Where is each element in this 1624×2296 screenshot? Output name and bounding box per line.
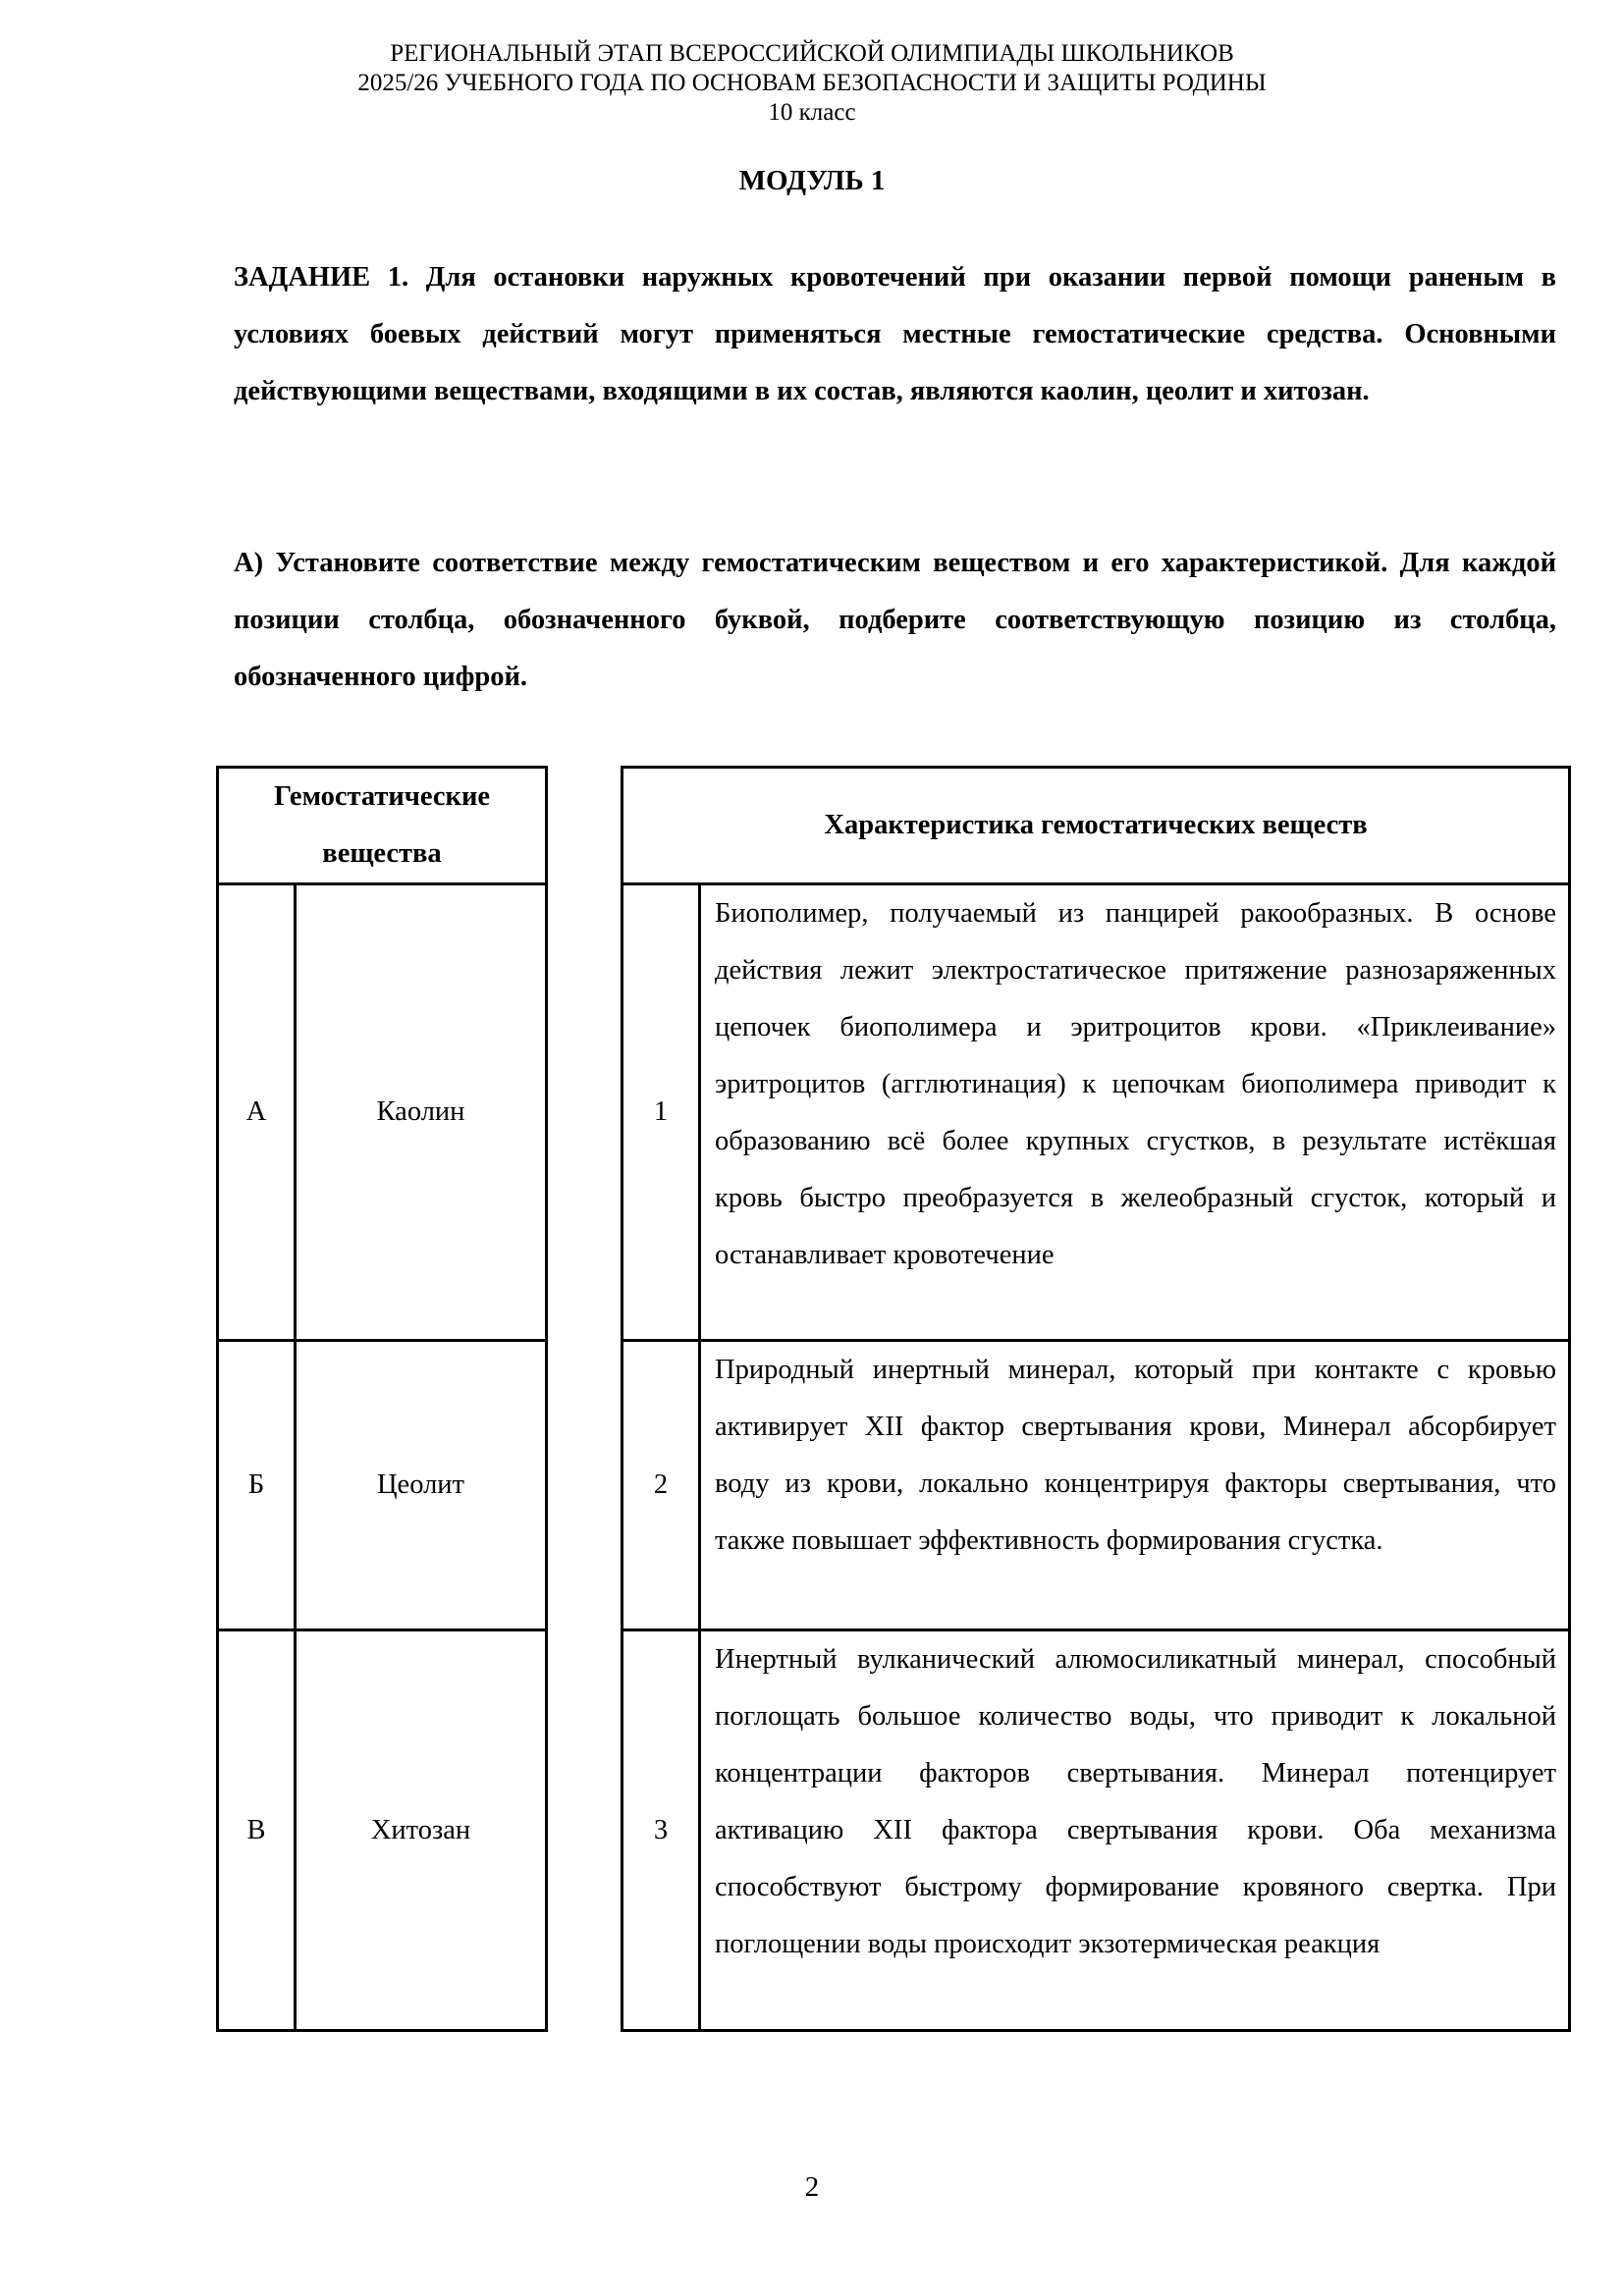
characteristic-text: Биополимер, получаемый из панцирей ракообразных. В основе действия лежит электростатическое притяжение разнозаряженных цепочек биополимера и эритроцитов крови. «Приклеивание» эритроцитов (агглютинация) к цепочкам биополимера приводит к образованию всё более крупных сгустков, в результате истёкшая кровь быстро преобразуется в желеобразный сгусток, который и останавливает кровотечение — [700, 884, 1570, 1341]
row-number: 1 — [623, 884, 700, 1341]
substance-name: Хитозан — [296, 1630, 547, 2031]
table-row — [218, 1341, 547, 1630]
row-letter: А — [218, 884, 296, 1341]
table-row — [218, 1630, 547, 2031]
left-table-header: Гемостатические вещества — [218, 768, 547, 884]
table-row — [623, 1630, 1570, 2031]
row-number: 3 — [623, 1630, 700, 2031]
document-header — [0, 39, 1624, 128]
module-title: МОДУЛЬ 1 — [738, 165, 886, 196]
hemostatic-substances-table — [216, 766, 548, 2032]
substance-name: Каолин — [296, 884, 547, 1341]
row-letter: Б — [218, 1341, 296, 1630]
right-table-header: Характеристика гемостатических веществ — [623, 768, 1570, 884]
substance-name: Цеолит — [296, 1341, 547, 1630]
page-number: 2 — [804, 2171, 820, 2203]
characteristics-table — [621, 766, 1571, 2032]
characteristic-text: Природный инертный минерал, который при контакте с кровью активирует XII фактор свертывания крови, Минерал абсорбирует воду из крови, локально концентрируя факторы свертывания, что также повышает эффективность формирования сгустка. — [700, 1341, 1570, 1630]
table-row — [623, 884, 1570, 1341]
row-number: 2 — [623, 1341, 700, 1630]
header-line-2: 2025/26 УЧЕБНОГО ГОДА ПО ОСНОВАМ БЕЗОПАСНОСТИ И ЗАЩИТЫ РОДИНЫ — [357, 70, 1267, 96]
table-row — [218, 884, 547, 1341]
task-1-text: ЗАДАНИЕ 1. Для остановки наружных кровотечений при оказании первой помощи раненым в условиях боевых действий могут применяться местные гемостатические средства. Основными действующими веществами, входящими в их состав, являются каолин, цеолит и хитозан. — [234, 262, 1556, 406]
table-row — [623, 1341, 1570, 1630]
characteristic-text: Инертный вулканический алюмосиликатный минерал, способный поглощать большое количество воды, что приводит к локальной концентрации факторов свертывания. Минерал потенцирует активацию XII фактора свертывания крови. Оба механизма способствуют быстрому формирование кровяного свертка. При поглощении воды происходит экзотермическая реакция — [700, 1630, 1570, 2031]
header-line-1: РЕГИОНАЛЬНЫЙ ЭТАП ВСЕРОССИЙСКОЙ ОЛИМПИАДЫ ШКОЛЬНИКОВ — [390, 40, 1234, 67]
subtask-a-text: А) Установите соответствие между гемостатическим веществом и его характеристикой. Для каждой позиции столбца, обозначенного буквой, подберите соответствующую позицию из столбца, обозначенного цифрой. — [234, 548, 1556, 692]
header-grade: 10 класс — [768, 99, 856, 126]
row-letter: В — [218, 1630, 296, 2031]
